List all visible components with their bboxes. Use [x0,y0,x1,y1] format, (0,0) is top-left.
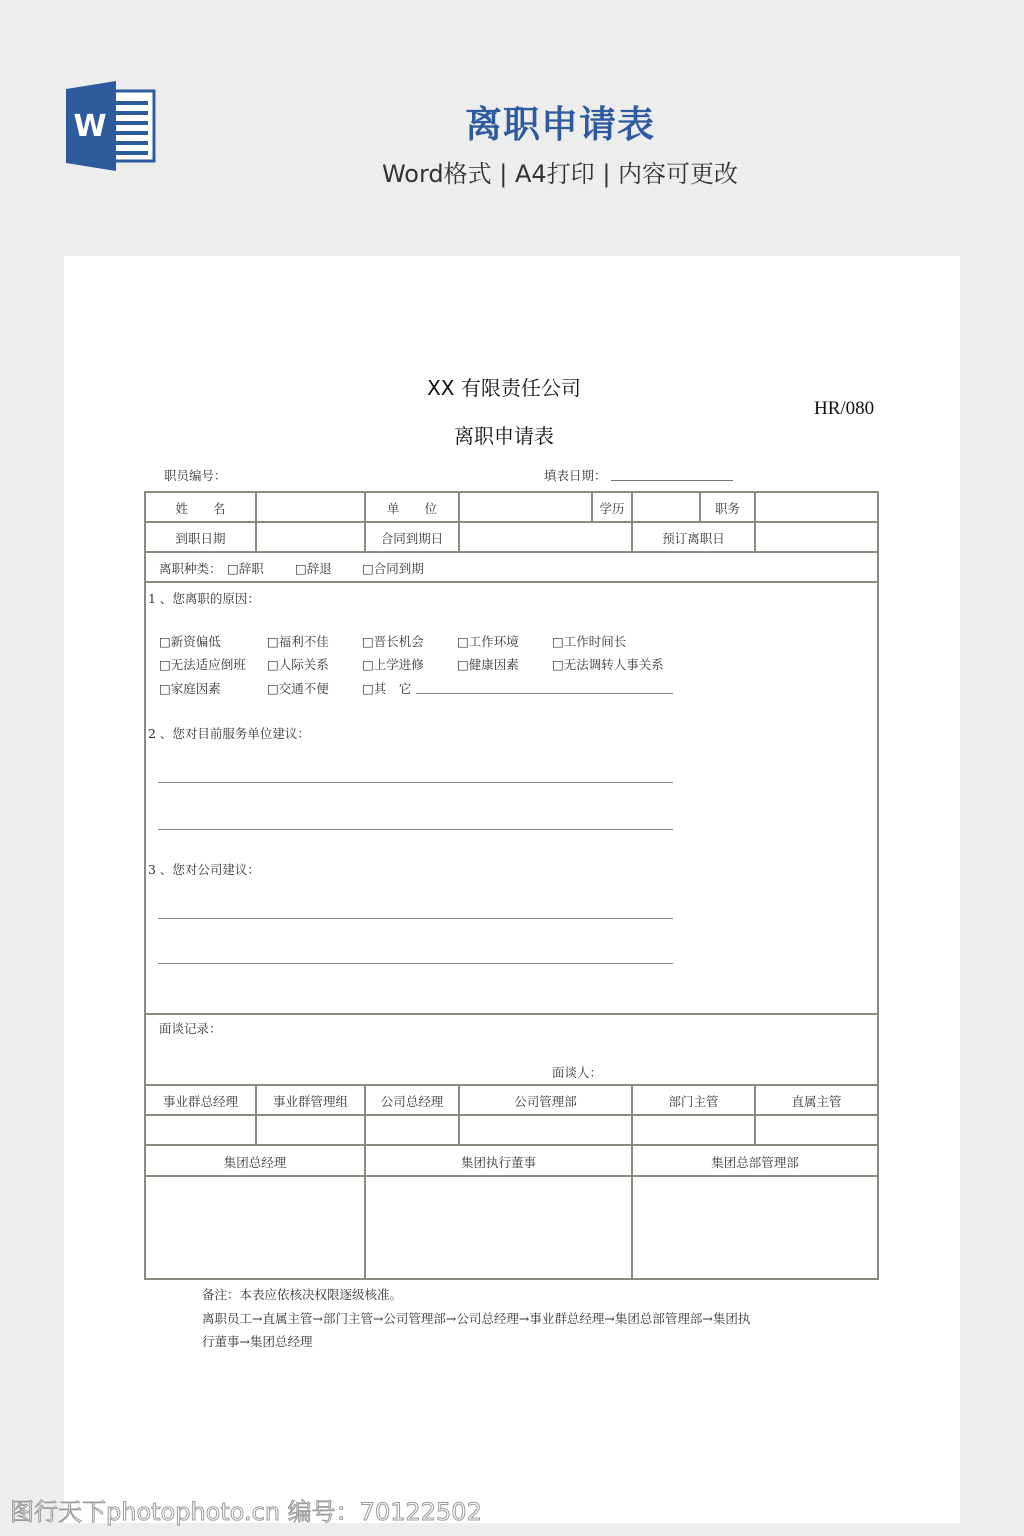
planned-leave-date-label: 预订离职日 [662,531,725,546]
reason-commute[interactable]: □交通不便 [267,681,329,696]
q1-label: 1 、您离职的原因： [148,591,260,606]
checkbox-dismissed[interactable]: □辞退 [295,561,332,576]
sign-company-mgmt[interactable] [460,1116,631,1144]
unit-label: 单 位 [386,501,437,516]
svg-text:W: W [73,109,107,144]
reason-long-hours[interactable]: □工作时间长 [552,634,627,649]
form-title: 离职申请表 [454,424,554,448]
approval-group-hq-mgmt: 集团总部管理部 [711,1155,799,1170]
reason-health[interactable]: □健康因素 [457,657,519,672]
note-line-3: 行董事→集团总经理 [202,1334,313,1349]
approval-group-exec-director: 集团执行董事 [460,1155,536,1170]
note-line-2: 离职员工→直属主管→部门主管→公司管理部→公司总经理→事业群总经理→集团总部管理部→集团执 [202,1311,751,1326]
checkbox-contract-expired[interactable]: □合同到期 [362,561,424,576]
hire-date-label: 到职日期 [175,531,226,546]
unit-field[interactable] [460,497,591,521]
reason-other[interactable]: □其 它 [362,681,412,696]
word-document-icon [64,81,156,171]
name-field[interactable] [257,497,364,521]
sign-bg-gm[interactable] [146,1116,255,1144]
approval-dept-head: 部门主管 [668,1094,719,1109]
approval-company-gm: 公司总经理 [380,1094,444,1109]
approval-bg-gm: 事业群总经理 [162,1094,238,1109]
reason-other-field[interactable] [416,693,673,694]
separation-type-label: 离职种类： [159,561,222,576]
sign-group-exec-director[interactable] [366,1177,631,1278]
sign-group-gm[interactable] [146,1177,364,1278]
contract-end-field[interactable] [460,527,631,551]
approval-group-gm: 集团总经理 [223,1155,287,1170]
position-label: 职务 [714,501,740,516]
watermark: 图行天下photophoto.cn 编号：70122502 [10,1498,482,1526]
sign-dept-head[interactable] [633,1116,754,1144]
approval-direct-supervisor: 直属主管 [791,1094,842,1109]
interviewer-label: 面谈人： [552,1065,603,1080]
checkbox-resign[interactable]: □辞职 [227,561,264,576]
contract-end-label: 合同到期日 [380,531,444,546]
name-label: 姓 名 [175,501,226,516]
hire-date-field[interactable] [257,527,364,551]
q2-answer-line-2[interactable] [158,829,673,830]
q3-answer-line-1[interactable] [158,918,673,919]
form-code: HR/080 [814,398,875,419]
q2-label: 2 、您对目前服务单位建议： [148,726,310,741]
reason-shift-work[interactable]: □无法适应倒班 [159,657,246,672]
sign-company-gm[interactable] [366,1116,458,1144]
reason-low-salary[interactable]: □新资偏低 [159,634,221,649]
education-label: 学历 [599,501,625,516]
header-subtitle: Word格式 | A4打印 | 内容可更改 [381,160,739,188]
approval-bg-mgmt: 事业群管理组 [272,1094,348,1109]
approval-company-mgmt: 公司管理部 [514,1094,577,1109]
reason-promotion[interactable]: □晋长机会 [362,634,424,649]
q3-label: 3 、您对公司建议： [148,862,260,877]
employee-no-label: 职员编号： [164,468,227,483]
reason-hr-transfer[interactable]: □无法调转人事关系 [552,657,664,672]
reason-relationships[interactable]: □人际关系 [267,657,329,672]
education-field[interactable] [633,497,699,521]
sign-direct-supervisor[interactable] [756,1116,877,1144]
reason-family[interactable]: □家庭因素 [159,681,221,696]
sign-bg-mgmt[interactable] [257,1116,364,1144]
company-name: XX 有限责任公司 [427,376,581,400]
reason-poor-benefits[interactable]: □福利不佳 [267,634,329,649]
q2-answer-line-1[interactable] [158,782,673,783]
q3-answer-line-2[interactable] [158,963,673,964]
reason-further-study[interactable]: □上学进修 [362,657,424,672]
fill-date-label: 填表日期： [544,468,607,483]
interview-record-label: 面谈记录： [159,1021,222,1036]
document-page [64,256,960,1523]
sign-group-hq-mgmt[interactable] [633,1177,877,1278]
planned-leave-date-field[interactable] [756,527,877,551]
header-title: 离职申请表 [465,103,655,146]
note-line-1: 备注：本表应依核决权限逐级核准。 [202,1287,403,1302]
reason-work-environment[interactable]: □工作环境 [457,634,519,649]
fill-date-field[interactable] [611,480,733,481]
position-field[interactable] [756,497,877,521]
